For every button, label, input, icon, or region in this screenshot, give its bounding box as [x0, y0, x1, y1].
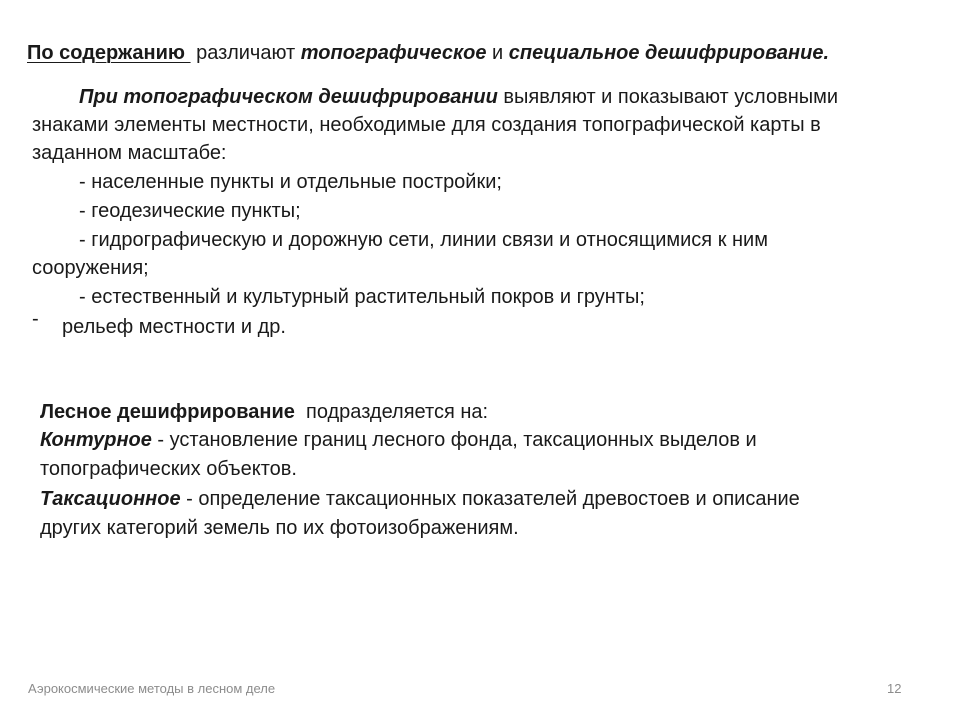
- topo-item-relief-dash: -: [32, 308, 39, 330]
- topo-intro-line: [79, 84, 838, 110]
- forest-contour-line-2: топографических объектов.: [40, 458, 297, 480]
- topo-item-relief: рельеф местности и др.: [62, 316, 286, 338]
- topo-line-3: заданном масштабе:: [32, 142, 227, 164]
- topo-item-vegetation: - естественный и культурный растительный покров и грунты;: [79, 286, 645, 308]
- footer-course-title: Аэрокосмические методы в лесном деле: [28, 681, 276, 696]
- forest-tax-line-1: [40, 486, 800, 512]
- topo-item-hydro-b: сооружения;: [32, 257, 149, 279]
- topo-item-settlements: - населенные пункты и отдельные постройки;: [79, 171, 502, 193]
- heading-topographic: топографическое: [300, 42, 487, 64]
- forest-contour-term: Контурное: [40, 429, 152, 451]
- forest-contour-def-1: - установление границ лесного фонда, таксационных выделов и: [151, 429, 757, 451]
- heading-lead: По содержанию: [27, 42, 185, 64]
- forest-contour-line-1: [40, 427, 757, 453]
- forest-tax-term: Таксационное: [40, 488, 181, 510]
- topo-item-hydro-a: - гидрографическую и дорожную сети, линии связи и относящимися к ним: [79, 229, 768, 251]
- heading-special: специальное дешифрирование.: [508, 42, 830, 64]
- topo-item-geodetic: - геодезические пункты;: [79, 200, 301, 222]
- forest-tax-line-2: других категорий земель по их фотоизображениям.: [40, 517, 519, 539]
- heading-mid-2: и: [486, 42, 509, 64]
- topo-line-2: знаками элементы местности, необходимые для создания топографической карты в: [32, 114, 821, 136]
- footer-page-number: 12: [887, 681, 902, 696]
- heading-line: [27, 40, 829, 66]
- topo-intro-emphasis: При топографическом дешифрировании: [79, 86, 498, 108]
- forest-tax-def-1: - определение таксационных показателей древостоев и описание: [180, 488, 800, 510]
- forest-title-line: [40, 399, 488, 425]
- forest-title-rest: подразделяется на:: [294, 401, 489, 423]
- heading-mid-1: различают: [190, 42, 301, 64]
- forest-title: Лесное дешифрирование: [40, 401, 295, 423]
- topo-intro-rest: выявляют и показывают условными: [497, 86, 839, 108]
